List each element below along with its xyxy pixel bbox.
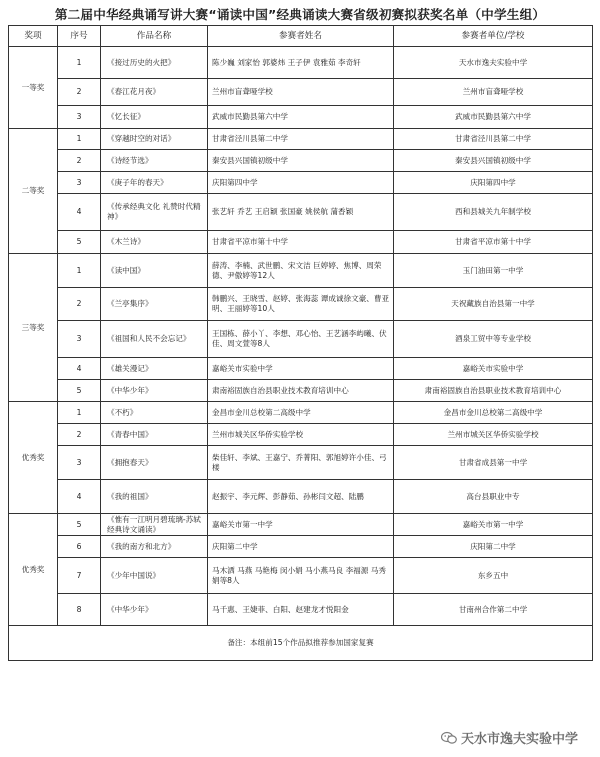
table-row	[9, 558, 593, 594]
work-title-cell: 《惟有一江明月碧琉璃-苏轼经典诗文诵读》	[101, 514, 208, 536]
number-cell: 2	[58, 288, 101, 321]
unit-cell: 金昌市金川总校第二高级中学	[394, 402, 593, 424]
number-cell: 5	[58, 231, 101, 254]
table-row	[9, 106, 593, 129]
work-title-cell: 《接过历史的火把》	[101, 47, 208, 79]
number-cell: 2	[58, 150, 101, 172]
number-cell: 8	[58, 594, 101, 626]
note-text: 备注：本组前15个作品拟推荐参加国家复赛	[9, 626, 593, 661]
work-title-cell: 《传承经典文化 礼赞时代精神》	[101, 194, 208, 231]
table-row	[9, 358, 593, 380]
table-row	[9, 172, 593, 194]
unit-cell: 天祝藏族自治县第一中学	[394, 288, 593, 321]
number-cell: 1	[58, 254, 101, 288]
unit-cell: 兰州市城关区华侨实验学校	[394, 424, 593, 446]
number-cell: 2	[58, 79, 101, 106]
work-title-cell: 《春江花月夜》	[101, 79, 208, 106]
participant-names-cell: 韩鹏兴、王晓雪、赵婷、张海蕊 谭成诚徐文豪、曹亚明、王丽婷等10人	[208, 288, 394, 321]
award-level-cell: 优秀奖	[9, 514, 58, 626]
table-row	[9, 288, 593, 321]
unit-cell: 武威市民勤县第六中学	[394, 106, 593, 129]
number-cell: 5	[58, 514, 101, 536]
unit-cell: 肃南裕固族自治县职业技术教育培训中心	[394, 380, 593, 402]
work-title-cell: 《穿越时空的对话》	[101, 129, 208, 150]
table-row	[9, 129, 593, 150]
unit-cell: 玉门油田第一中学	[394, 254, 593, 288]
work-title-cell: 《庚子年的春天》	[101, 172, 208, 194]
unit-cell: 酒泉工贸中等专业学校	[394, 321, 593, 358]
participant-names-cell: 嘉峪关市实验中学	[208, 358, 394, 380]
table-row	[9, 424, 593, 446]
unit-cell: 天水市逸夫实验中学	[394, 47, 593, 79]
work-title-cell: 《少年中国说》	[101, 558, 208, 594]
number-cell: 1	[58, 47, 101, 79]
unit-cell: 甘南州合作第二中学	[394, 594, 593, 626]
table-row	[9, 231, 593, 254]
work-title-cell: 《青春中国》	[101, 424, 208, 446]
header-unit: 参赛者单位/学校	[394, 26, 593, 47]
award-level-cell: 优秀奖	[9, 402, 58, 514]
table-row	[9, 480, 593, 514]
number-cell: 3	[58, 172, 101, 194]
participant-names-cell: 甘肃省泾川县第二中学	[208, 129, 394, 150]
participant-names-cell: 王国栋、薛小丫、李想、邓心怡、王艺涵李屿曦、伏佳、周文萱等8人	[208, 321, 394, 358]
number-cell: 4	[58, 194, 101, 231]
participant-names-cell: 庆阳第四中学	[208, 172, 394, 194]
participant-names-cell: 马千惠、王婕菲、白阳、赵建龙才悦阳金	[208, 594, 394, 626]
number-cell: 1	[58, 129, 101, 150]
table-row	[9, 194, 593, 231]
award-table	[8, 25, 593, 661]
note-row	[9, 626, 593, 661]
wechat-watermark	[441, 728, 578, 747]
header-names: 参赛者姓名	[208, 26, 394, 47]
unit-cell: 兰州市盲聋哑学校	[394, 79, 593, 106]
participant-names-cell: 甘肃省平凉市第十中学	[208, 231, 394, 254]
table-row	[9, 321, 593, 358]
number-cell: 2	[58, 424, 101, 446]
participant-names-cell: 陈少巍 刘家怡 郭婆炜 王子伊 袁雅茹 李奇轩	[208, 47, 394, 79]
unit-cell: 庆阳第二中学	[394, 536, 593, 558]
table-row	[9, 594, 593, 626]
header-award: 奖项	[9, 26, 58, 47]
work-title-cell: 《木兰诗》	[101, 231, 208, 254]
number-cell: 4	[58, 358, 101, 380]
unit-cell: 秦安县兴国镇初级中学	[394, 150, 593, 172]
unit-cell: 甘肃省成县第一中学	[394, 446, 593, 480]
work-title-cell: 《拥抱春天》	[101, 446, 208, 480]
unit-cell: 西和县城关九年制学校	[394, 194, 593, 231]
work-title-cell: 《诗经节选》	[101, 150, 208, 172]
number-cell: 3	[58, 321, 101, 358]
participant-names-cell: 肃南裕固族自治县职业技术教育培训中心	[208, 380, 394, 402]
unit-cell: 甘肃省泾川县第二中学	[394, 129, 593, 150]
work-title-cell: 《中华少年》	[101, 594, 208, 626]
page-title: 第二届中华经典诵写讲大赛“诵读中国”经典诵读大赛省级初赛拟获奖名单（中学生组）	[54, 7, 546, 22]
work-title-cell: 《雄关漫记》	[101, 358, 208, 380]
participant-names-cell: 赵振宇、李元辉、彭静茹、孙彬闫文超、陆鹏	[208, 480, 394, 514]
unit-cell: 庆阳第四中学	[394, 172, 593, 194]
number-cell: 6	[58, 536, 101, 558]
participant-names-cell: 庆阳第二中学	[208, 536, 394, 558]
participant-names-cell: 武威市民勤县第六中学	[208, 106, 394, 129]
unit-cell: 高台县职业中专	[394, 480, 593, 514]
work-title-cell: 《不朽》	[101, 402, 208, 424]
number-cell: 4	[58, 480, 101, 514]
participant-names-cell: 嘉峪关市第一中学	[208, 514, 394, 536]
table-row	[9, 79, 593, 106]
work-title-cell: 《祖国和人民不会忘记》	[101, 321, 208, 358]
participant-names-cell: 柴佳轩、李斌、王嘉宁、乔菁阳、郭旭婷许小佳、弓楼	[208, 446, 394, 480]
award-level-cell: 一等奖	[9, 47, 58, 129]
number-cell: 5	[58, 380, 101, 402]
table-row	[9, 446, 593, 480]
watermark-text: 天水市逸夫实验中学	[460, 732, 578, 747]
unit-cell: 嘉峪关市实验中学	[394, 358, 593, 380]
number-cell: 1	[58, 402, 101, 424]
number-cell: 3	[58, 106, 101, 129]
participant-names-cell: 兰州市城关区华侨实验学校	[208, 424, 394, 446]
table-row	[9, 254, 593, 288]
table-row	[9, 150, 593, 172]
table-row	[9, 402, 593, 424]
table-row	[9, 380, 593, 402]
participant-names-cell: 秦安县兴国镇初级中学	[208, 150, 394, 172]
table-row	[9, 47, 593, 79]
work-title-cell: 《读中国》	[101, 254, 208, 288]
award-level-cell: 三等奖	[9, 254, 58, 402]
number-cell: 7	[58, 558, 101, 594]
unit-cell: 东乡五中	[394, 558, 593, 594]
participant-names-cell: 马木洒 马燕 马艳梅 闵小娟 马小燕马良 李福源 马秀娟等8人	[208, 558, 394, 594]
wechat-icon	[441, 731, 457, 745]
number-cell: 3	[58, 446, 101, 480]
table-row	[9, 514, 593, 536]
work-title-cell: 《中华少年》	[101, 380, 208, 402]
table-row	[9, 536, 593, 558]
work-title-cell: 《忆长征》	[101, 106, 208, 129]
work-title-cell: 《兰亭集序》	[101, 288, 208, 321]
unit-cell: 嘉峪关市第一中学	[394, 514, 593, 536]
participant-names-cell: 薛涛、李楠、武世鹏、宋文洁 巨婷婷、焦博、周荣德、尹傲婷等12人	[208, 254, 394, 288]
award-level-cell: 二等奖	[9, 129, 58, 254]
header-work: 作品名称	[101, 26, 208, 47]
header-number: 序号	[58, 26, 101, 47]
participant-names-cell: 张艺轩 乔艺 王启颖 张国豪 姚侯航 蒲香颖	[208, 194, 394, 231]
participant-names-cell: 金昌市金川总校第二高级中学	[208, 402, 394, 424]
work-title-cell: 《我的南方和北方》	[101, 536, 208, 558]
participant-names-cell: 兰州市盲聋哑学校	[208, 79, 394, 106]
work-title-cell: 《我的祖国》	[101, 480, 208, 514]
header-row	[9, 26, 593, 47]
unit-cell: 甘肃省平凉市第十中学	[394, 231, 593, 254]
